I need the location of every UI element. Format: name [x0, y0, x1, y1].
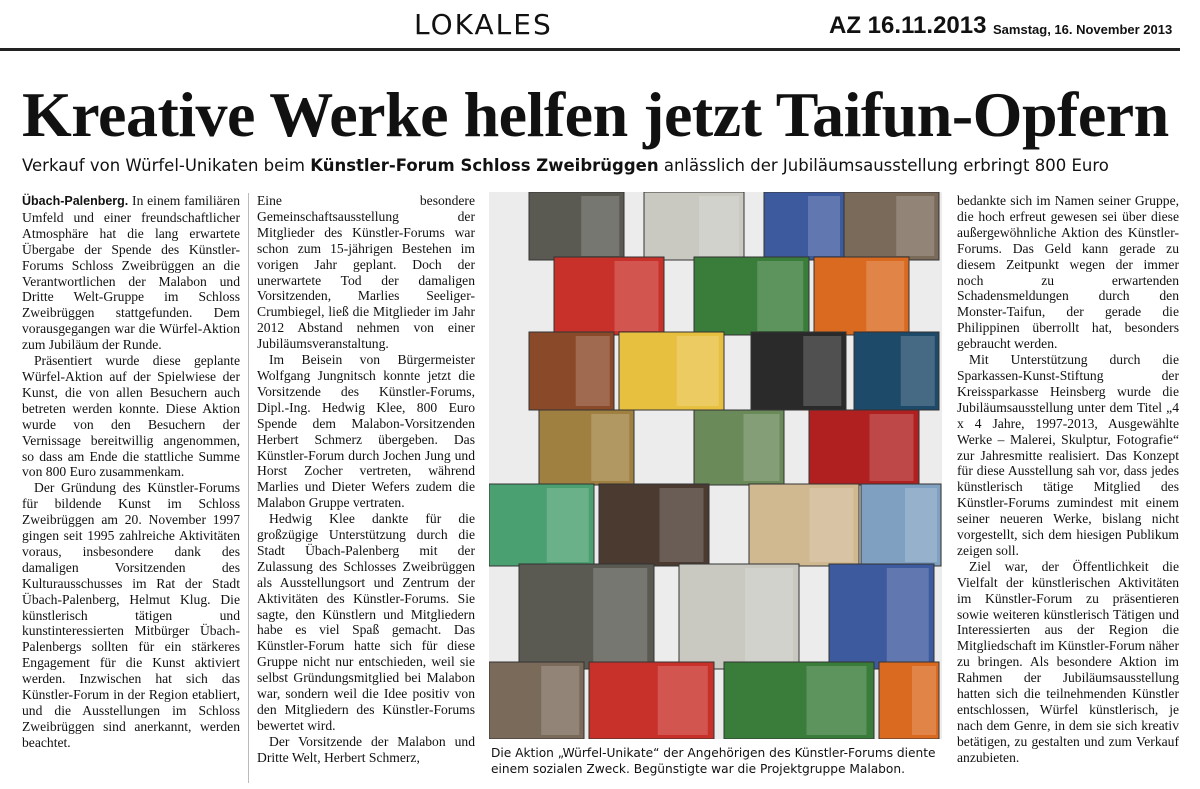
cube-highlight	[581, 196, 619, 256]
cube-highlight	[699, 196, 739, 256]
cube-highlight	[905, 488, 937, 562]
cube-highlight	[615, 261, 659, 331]
cube-highlight	[807, 666, 867, 735]
article-photo-cubes	[489, 192, 942, 739]
cube-highlight	[658, 666, 708, 735]
cube-stack-image	[489, 192, 942, 739]
article-paragraph: Der Vorsitzende der Malabon und Dritte Welt, Herbert Schmerz,	[257, 733, 475, 765]
cube-highlight	[803, 336, 841, 406]
article-paragraph: Hedwig Klee dankte für die großzügige Unterstützung durch die Stadt Übach-Palenberg mit der Zulassung des Schlosses Zweibrüggen als Ausstellungsort und Zentrum der Aktivitäten des Künstler-Forums. Sie sagte, den Künstlern und Mitgliedern habe es viel Spaß gemacht. Das Künstler-Forum hatte sich für diese Gruppe nicht nur entschieden, weil sie selbst Gründungsmitglied bei Malabon war, sondern weil die Idee positiv von den Mitgliedern des Künstler-Forums bewertet wird.	[257, 511, 475, 733]
paragraph-text: In einem familiären Umfeld und einer freundschaftlicher Atmosphäre hat die lang erwartete Übergabe der Spende des Künstler-Forums Schloss Zweibrüggen an die Verantwortlichen der Malabon und Dritte Welt-Gruppe im Schloss Zweibrüggen stattgefunden. Dem vorausgegangen war die Würfel-Aktion zum Jubiläum der Runde.	[22, 193, 240, 353]
cube-highlight	[757, 261, 803, 331]
issue-date: Samstag, 16. November 2013	[993, 22, 1173, 37]
column-divider	[248, 193, 249, 783]
cube-highlight	[896, 196, 934, 256]
cube-highlight	[547, 488, 589, 562]
article-column-1	[22, 193, 240, 751]
cube-highlight	[866, 261, 904, 331]
cube-highlight	[593, 568, 647, 665]
cube-highlight	[810, 488, 854, 562]
article-paragraph: Ziel war, der Öffentlichkeit die Vielfalt der künstlerischen Aktivitäten im Künstler-Forum zu präsentieren sowie weiteren künstlerisch Tätigen und Interessierten aus der Region die Mitgliedschaft im Künstler-Forum näher zu bringen. Als besondere Aktion im Rahmen der Jubiläumsausstellung hatten sich die teilnehmenden Künstler entschlossen, Würfel künstlerisch, je nach dem Genre, in dem sie sich kreativ betätigen, zu gestalten und zum Verkauf anzubieten.	[957, 558, 1179, 765]
cube-highlight	[576, 336, 610, 406]
article-column-2	[257, 193, 475, 766]
cube-highlight	[901, 336, 935, 406]
cube-highlight	[591, 414, 629, 481]
section-title: LOKALES	[414, 8, 553, 41]
article-paragraph: Mit Unterstützung durch die Sparkassen-Kunst-Stiftung der Kreissparkasse Heinsberg wurde die Jubiläumsausstellung unter dem Titel „4 x 4 Jahre, 1997-2013, Ausgewählte Werke – Malerei, Skulptur, Fotografie“ zur Jahresmitte realisiert. Das Konzept für diese Ausstellung sah vor, dass jedes künstlerisch tätige Mitglied des Künstler-Forums zumindest mit einem seiner neueren Werke, bislang nicht vorgestellt, sich dem hiesigen Publikum zeigen soll.	[957, 352, 1179, 558]
header-rule	[0, 48, 1180, 51]
photo-caption: Die Aktion „Würfel-Unikate“ der Angehörigen des Künstler-Forums diente einem sozialen Zweck. Begünstigte war die Projektgruppe Malabon.	[491, 746, 936, 776]
edition-label: AZ 16.11.2013	[829, 12, 987, 39]
article-paragraph: Eine besondere Gemeinschaftsausstellung der Mitglieder des Künstler-Forums war schon zum 15-jährigen Bestehen im vorigen Jahr geplant. Doch der unerwartete Tod der damaligen Vorsitzenden, Marlies Seeliger-Crumbiegel, ließ die Mitglieder im Jahr 2012 Abstand nehmen von einer Jubiläumsveranstaltung.	[257, 193, 475, 352]
subheadline	[22, 156, 1192, 175]
page-header	[0, 0, 1200, 52]
cube-highlight	[808, 196, 840, 256]
article-paragraph: Präsentiert wurde diese geplante Würfel-Aktion auf der Spielwiese der Kunst, die von allen Besuchern auch betreten werden konnte. Diese Aktion wurde von den Besuchern der Vernissage bereitwillig angenommen, so dass am Ende die stattliche Summe von 800 Euro zusammenkam.	[22, 353, 240, 480]
headline: Kreative Werke helfen jetzt Taifun-Opfern	[22, 79, 1169, 150]
article-paragraph: Im Beisein von Bürgermeister Wolfgang Jungnitsch konnte jetzt die Vorsitzende des Künstler-Forums, Dipl.-Ing. Hedwig Klee, 800 Euro Spende dem Malabon-Vorsitzenden Herbert Schmerz übergeben. Das Künstler-Forum durch Jochen Jung und Horst Zocher vertreten, während Marlies und Dieter Wefers zudem die Malabon Gruppe vertraten.	[257, 352, 475, 511]
cube-highlight	[912, 666, 936, 735]
article-paragraph: Der Gründung des Künstler-Forums für bildende Kunst im Schloss Zweibrüggen am 20. November 1997 gingen seit 1995 zahlreiche Aktivitäten voraus, insbesondere dank des damaligen Vorsitzenden des Kulturausschusses im Rat der Stadt Übach-Palenberg, Helmut Klug. Die künstlerisch tätigen und kunstinteressierten Mitbürger Übach-Palenbergs sollten für ein stärkeres Engagement für die Kunst aktiviert werden. Inzwischen hat sich das Künstler-Forum in der Region etabliert, und die Ausstellungen im Schloss Zweibrüggen sind anerkannt, werden beachtet.	[22, 480, 240, 750]
cube-highlight	[745, 568, 793, 665]
cube-highlight	[887, 568, 929, 665]
subheadline-part1: Verkauf von Würfel-Unikaten beim	[22, 156, 311, 175]
cube-highlight	[744, 414, 780, 481]
article-paragraph	[22, 193, 240, 353]
cube-highlight	[541, 666, 579, 735]
article-paragraph: bedankte sich im Namen seiner Gruppe, die hoch erfreut gewesen sei über diese außergewöhnliche Aktion des Künstler-Forums. Das Geld kann gerade zu diesem Zeitpunkt wegen der immer noch zu erwartenden Schadensmeldungen durch den Monster-Taifun, der gerade die Philippinen überrollt hat, besonders gebraucht werden.	[957, 193, 1179, 352]
subheadline-bold: Künstler-Forum Schloss Zweibrüggen	[310, 156, 659, 175]
cube-highlight	[660, 488, 704, 562]
subheadline-part2: anlässlich der Jubiläumsausstellung erbringt 800 Euro	[658, 156, 1109, 175]
article-column-4	[957, 193, 1179, 766]
dateline: Übach-Palenberg.	[22, 194, 129, 208]
cube-highlight	[870, 414, 914, 481]
cube-highlight	[677, 336, 719, 406]
